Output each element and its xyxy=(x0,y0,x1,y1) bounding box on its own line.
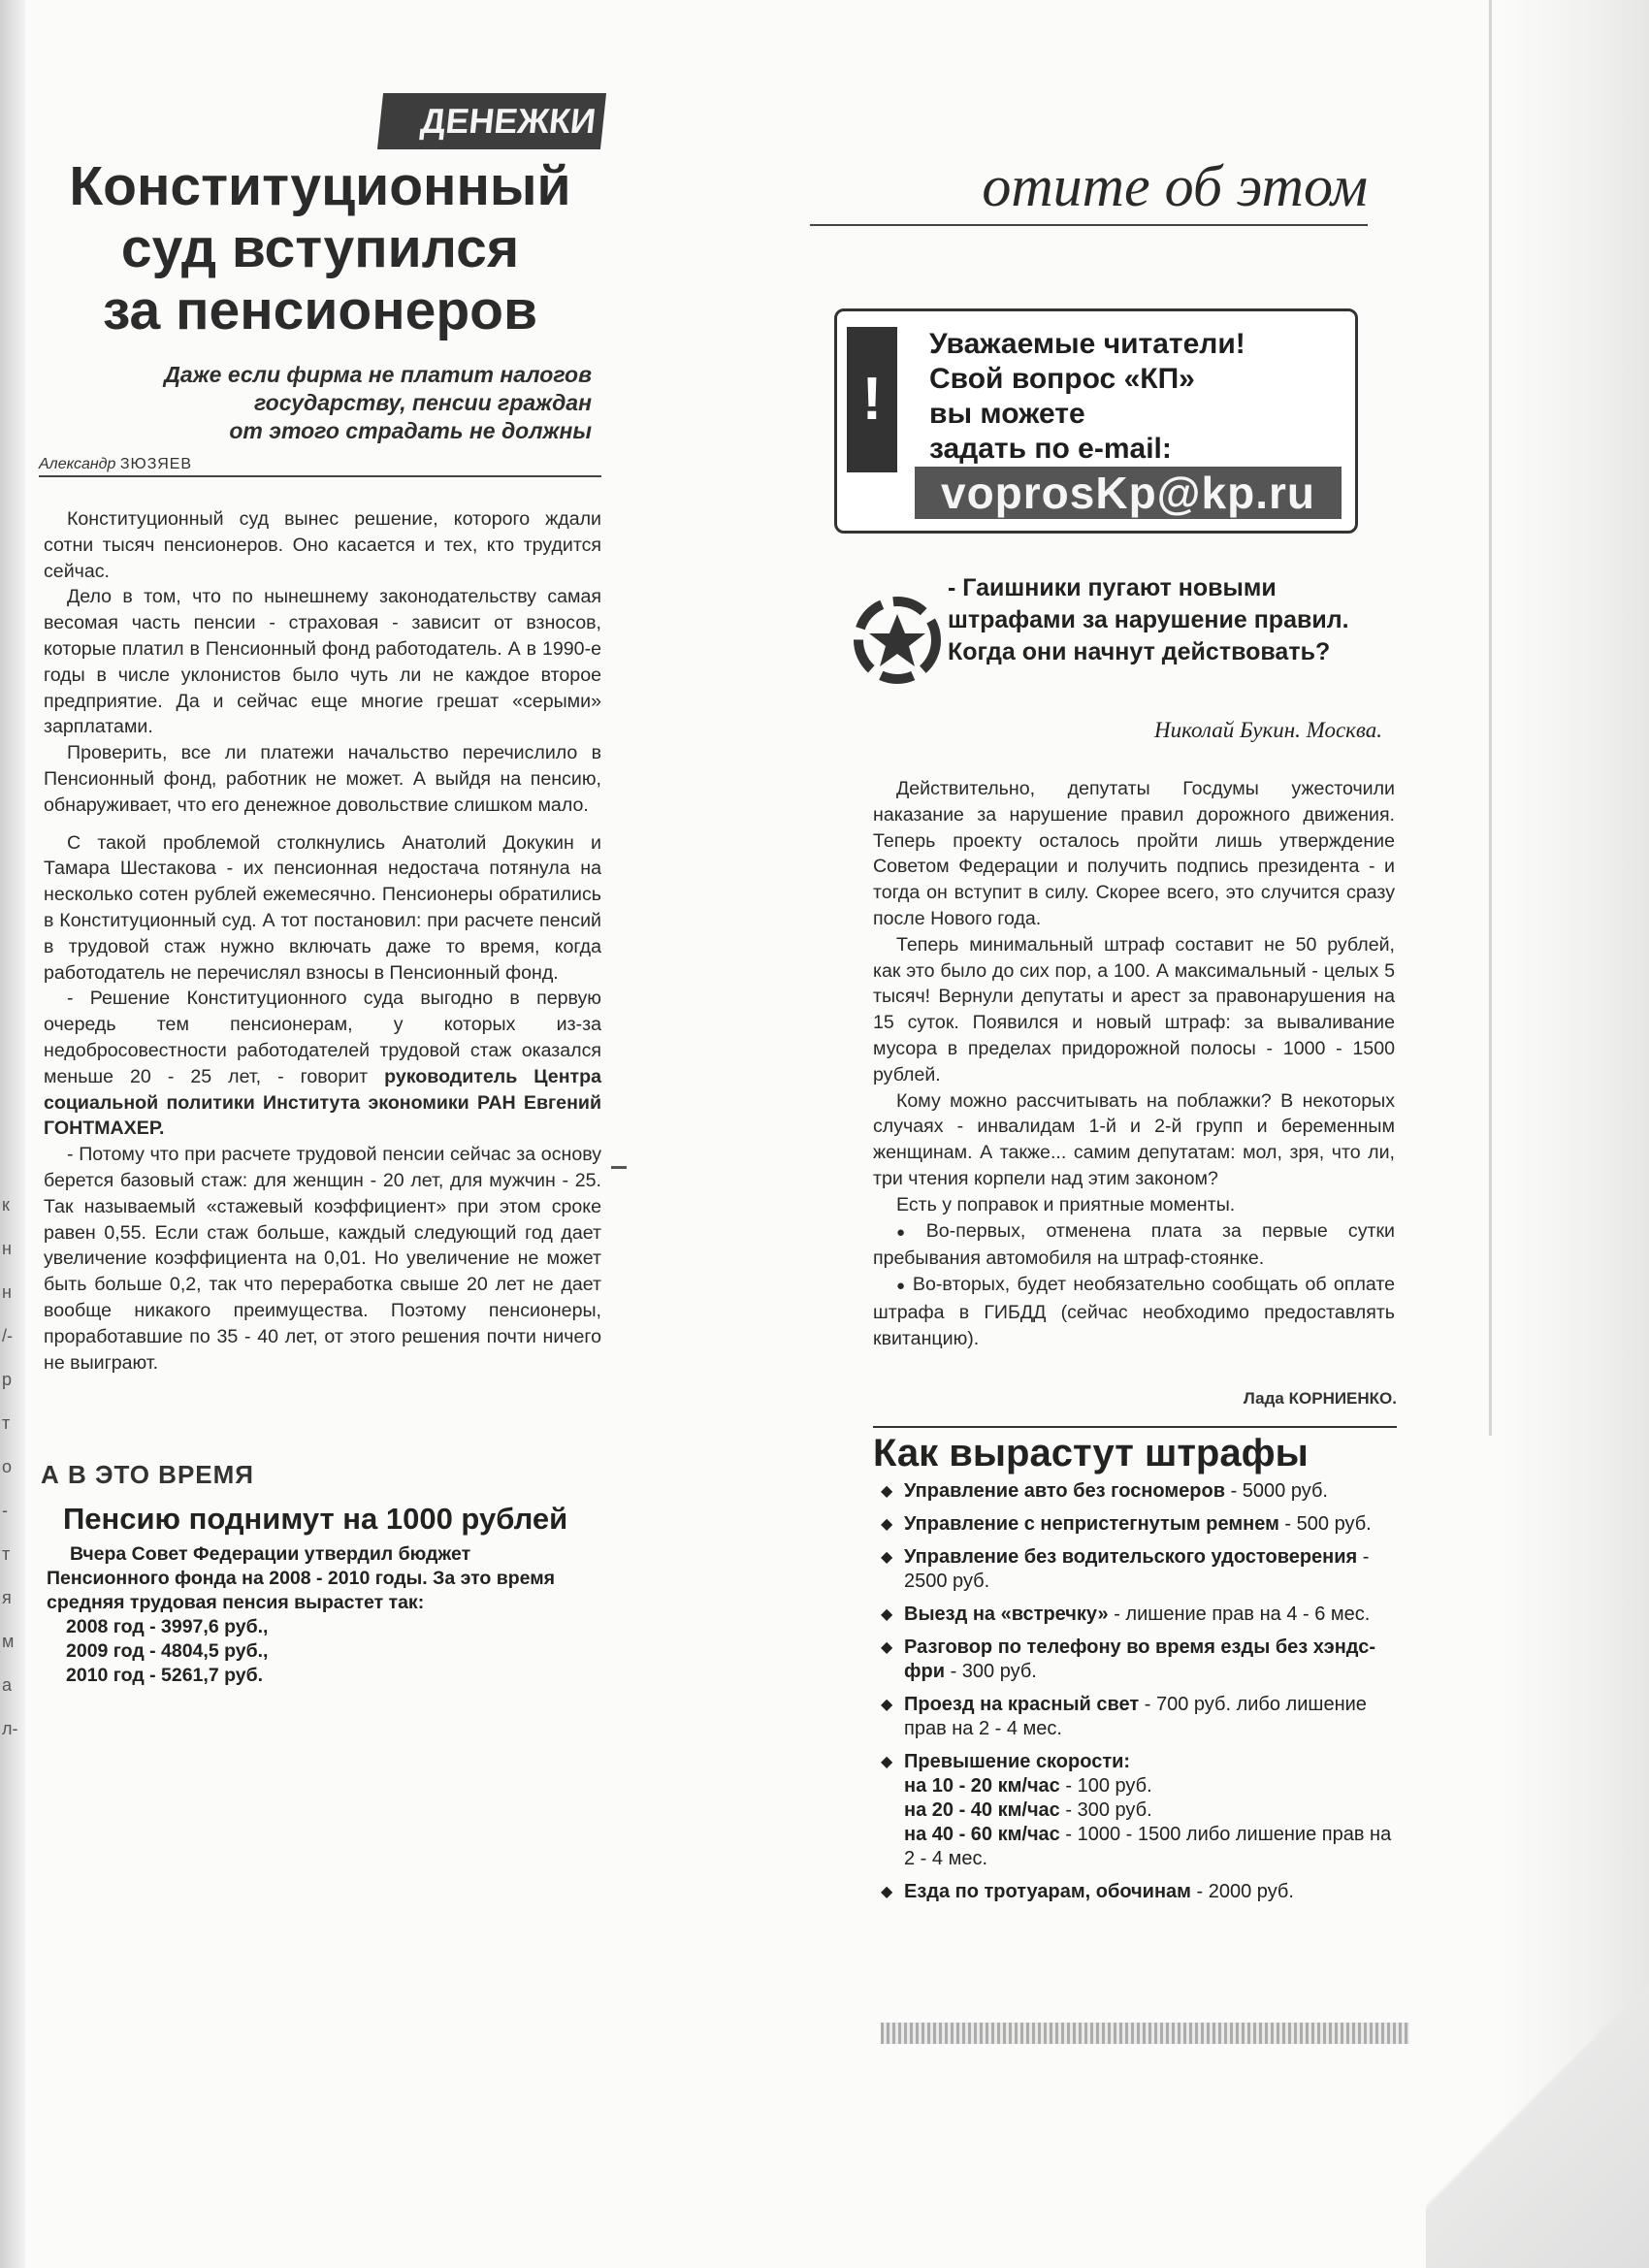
speeding-penalty: - 1000 - 1500 либо лишение прав на 2 - 4 мес. xyxy=(904,1824,1392,1869)
print-mark xyxy=(611,1166,627,1169)
article-subhead xyxy=(68,361,592,445)
margin-letters xyxy=(2,1183,19,1751)
fine-item xyxy=(881,1693,1405,1741)
fine-penalty: - 700 руб. либо лишение прав на 2 - 4 мес. xyxy=(904,1694,1367,1739)
speeding-item xyxy=(904,1774,1405,1798)
subhead-line: государству, пенсии граждан xyxy=(253,390,592,415)
margin-letter: л- xyxy=(2,1719,18,1738)
margin-letter: н xyxy=(2,1282,12,1302)
reader-question: - Гаишники пугают новыми штрафами за нарушение правил. Когда они начнут действовать? xyxy=(948,574,1349,665)
page-curl xyxy=(1426,1851,1649,2268)
print-smudge xyxy=(881,2023,1409,2044)
fine-penalty: - 500 руб. xyxy=(1278,1513,1372,1535)
margin-letter: - xyxy=(2,1501,8,1520)
fine-offense: Выезд на «встречку» xyxy=(904,1604,1109,1625)
fine-item xyxy=(881,1512,1405,1537)
speeding-penalty: - 100 руб. xyxy=(1059,1775,1152,1797)
headline-line: суд вступился xyxy=(120,217,520,279)
author-first-name: Александр xyxy=(39,456,116,472)
fines-list xyxy=(881,1479,1405,1913)
margin-letter: /- xyxy=(2,1326,13,1345)
article-paragraph: Проверить, все ли платежи начальство перечислило в Пенсионный фонд, работник не может. А выйдя на пенсию, обнаруживает, что его денежное довольствие слишком мало. xyxy=(44,742,601,816)
answer-paragraph: Теперь минимальный штраф составит не 50 рублей, как это было до сих пор, а 100. А максимальный - целых 5 тысяч! Вернули депутаты и арест за правонарушения на 15 суток. Появился и новый штраф: за вываливание мусора в пределах придорожной полосы - 1000 - 1500 рублей. xyxy=(873,933,1395,1085)
fine-offense: Управление без водительского удостоверения xyxy=(904,1546,1358,1568)
speeding-range: на 10 - 20 км/час xyxy=(904,1775,1060,1797)
margin-letter: а xyxy=(2,1675,13,1695)
fine-offense: Управление с непристегнутым ремнем xyxy=(904,1513,1279,1535)
notice-email: voprosKp@kp.ru xyxy=(915,467,1342,519)
answer-paragraph: Есть у поправок и приятные моменты. xyxy=(896,1193,1236,1215)
notice-line: Уважаемые читатели! xyxy=(929,328,1245,360)
article-paragraph: - Потому что при расчете трудовой пенсии сейчас за основу берется базовый стаж: для женщин - 20 лет, для мужчин - 25. Так называемый «стажевый коэффициент» при этом сроке равен 0,55. Если стаж больше, каждый следующий год дает увеличение коэффициента на 0,01. Но увеличение не может быть больше 0,2, так что переработка свыше 20 лет не дает вообще никакого преимущества. Поэтому пенсионеры, проработавшие по 35 - 40 лет, от этого решения почти ничего не выиграют. xyxy=(44,1144,601,1374)
margin-letter: р xyxy=(2,1370,13,1389)
notice-line: вы можете xyxy=(929,398,1085,430)
fine-penalty: - 5000 руб. xyxy=(1225,1480,1328,1502)
notice-text xyxy=(929,327,1337,467)
exclamation-icon: ! xyxy=(847,327,897,472)
author-last-name: ЗЮЗЯЕВ xyxy=(119,456,193,472)
fine-item xyxy=(881,1603,1405,1627)
margin-letter: о xyxy=(2,1457,13,1476)
subhead-line: Даже если фирма не платит налогов xyxy=(164,362,592,387)
answer-paragraph: Кому можно рассчитывать на поблажки? В некоторых случаях - инвалидам 1-й и 2-й групп и беременным женщинам. А также... самим депутатам: мол, зря, что ли, три чтения корпели над этим законом? xyxy=(873,1089,1395,1189)
aside-year-line: 2008 год - 3997,6 руб., xyxy=(66,1616,269,1637)
headline-line: за пенсионеров xyxy=(102,279,538,341)
margin-letter: т xyxy=(2,1413,11,1433)
fine-offense: Разговор по телефону во время езды без хэндс-фри xyxy=(904,1636,1376,1682)
fine-penalty: - 2500 руб. xyxy=(904,1546,1370,1592)
aside-year-line: 2009 год - 4804,5 руб., xyxy=(66,1640,269,1662)
article-paragraph: Конституционный суд вынес решение, которого ждали сотни тысяч пенсионеров. Оно касается и тех, кто трудится сейчас. xyxy=(44,508,601,582)
article-paragraph: С такой проблемой столкнулись Анатолий Докукин и Тамара Шестакова - их пенсионная недостача потянула на несколько сотен рублей ежемесячно. Пенсионеры обратились в Конституционный суд. А тот постановил: при расчете пенсий в трудовой стаж нужно включать даже то время, когда работодатель не перечислял взносы в Пенсионный фонд. xyxy=(44,831,601,984)
notice-line: Свой вопрос «КП» xyxy=(929,363,1195,395)
fine-item xyxy=(881,1636,1405,1684)
answer-author-first: Лада xyxy=(1243,1389,1284,1408)
fine-item xyxy=(881,1545,1405,1594)
fine-offense: Превышение скорости: xyxy=(904,1751,1131,1772)
headline-line: Конституционный xyxy=(69,155,571,217)
fine-offense: Проезд на красный свет xyxy=(904,1694,1140,1715)
article-headline xyxy=(39,155,601,341)
fine-item xyxy=(881,1880,1405,1904)
answer-author-last: КОРНИЕНКО. xyxy=(1288,1389,1397,1408)
margin-letter: я xyxy=(2,1588,12,1607)
quote-attribution: руководитель Центра социальной политики Института экономики РАН Евгений ГОНТМАХЕР. xyxy=(44,1065,601,1140)
answer-bullet: ● Во-вторых, будет необязательно сообщать об оплате штрафа в ГИБДД (сейчас необходимо предоставлять квитанцию). xyxy=(873,1272,1395,1351)
fine-offense: Управление авто без госномеров xyxy=(904,1480,1226,1502)
rubric-label: ДЕНЕЖКИ xyxy=(377,93,606,149)
article-body xyxy=(44,506,601,1376)
answer-body xyxy=(873,776,1395,1352)
aside-year-line: 2010 год - 5261,7 руб. xyxy=(66,1665,264,1686)
margin-letter: т xyxy=(2,1544,11,1564)
margin-letter: к xyxy=(2,1195,10,1215)
aside-text: Вчера Совет Федерации утвердил бюджет Пенсионного фонда на 2008 - 2010 годы. За это время средняя трудовая пенсия вырастет так: xyxy=(47,1543,556,1613)
answer-paragraph: Действительно, депутаты Госдумы ужесточили наказание за нарушение правил дорожного движения. Теперь проекту осталось пройти лишь утверждение Советом Федерации и получить подпись президента - и тогда он вступит в силу. Скорее всего, это случится сразу после Нового года. xyxy=(873,778,1395,929)
fine-penalty: - 300 руб. xyxy=(945,1661,1037,1682)
fine-penalty: - 2000 руб. xyxy=(1190,1881,1294,1902)
page-fold-line xyxy=(1489,0,1492,1436)
fine-item xyxy=(881,1479,1405,1504)
notice-line: задать по e-mail: xyxy=(929,433,1172,465)
page-edge-left xyxy=(0,0,25,2268)
question-star-icon xyxy=(854,597,941,689)
reader-notice-box xyxy=(834,308,1358,534)
answer-bullet: ● Во-первых, отменена плата за первые сутки пребывания автомобиля на штраф-стоянке. xyxy=(873,1218,1395,1273)
fines-title: Как вырастут штрафы xyxy=(873,1426,1397,1475)
section-title: отите об этом xyxy=(810,153,1368,226)
aside-body xyxy=(47,1542,590,1688)
speeding-penalty: - 300 руб. xyxy=(1059,1799,1152,1821)
article-paragraph: Дело в том, что по нынешнему законодательству самая весомая часть пенсии - страховая - зависит от взносов, которые платил в Пенсионный фонд работодатель. А в 1990-е годы в числе уклонистов было чуть ли не каждое второе предприятие. Да и сейчас еще многие грешат «серыми» зарплатами. xyxy=(44,586,601,738)
fine-item xyxy=(881,1750,1405,1871)
question-author: Николай Букин. Москва. xyxy=(1153,718,1382,742)
answer-author xyxy=(970,1389,1397,1409)
speeding-item xyxy=(904,1823,1405,1871)
margin-letter: м xyxy=(2,1632,15,1651)
speeding-range: на 20 - 40 км/час xyxy=(904,1799,1060,1821)
article-paragraph xyxy=(44,986,601,1142)
subhead-line: от этого страдать не должны xyxy=(229,418,592,443)
fine-penalty: - лишение прав на 4 - 6 мес. xyxy=(1108,1604,1371,1625)
margin-letter: н xyxy=(2,1239,12,1258)
speeding-range: на 40 - 60 км/час xyxy=(904,1824,1060,1845)
speeding-item xyxy=(904,1798,1405,1823)
aside-title: Пенсию поднимут на 1000 рублей xyxy=(63,1502,568,1536)
quote-intro: - Решение Конституционного суда выгодно в первую очередь тем пенсионерам, у которых из-за недобросовестности работодателей трудовой стаж оказался меньше 20 - 25 лет, - говорит xyxy=(44,988,601,1087)
aside-rubric: А В ЭТО ВРЕМЯ xyxy=(41,1460,254,1489)
fine-offense: Езда по тротуарам, обочинам xyxy=(904,1881,1191,1902)
article-author xyxy=(39,456,601,477)
